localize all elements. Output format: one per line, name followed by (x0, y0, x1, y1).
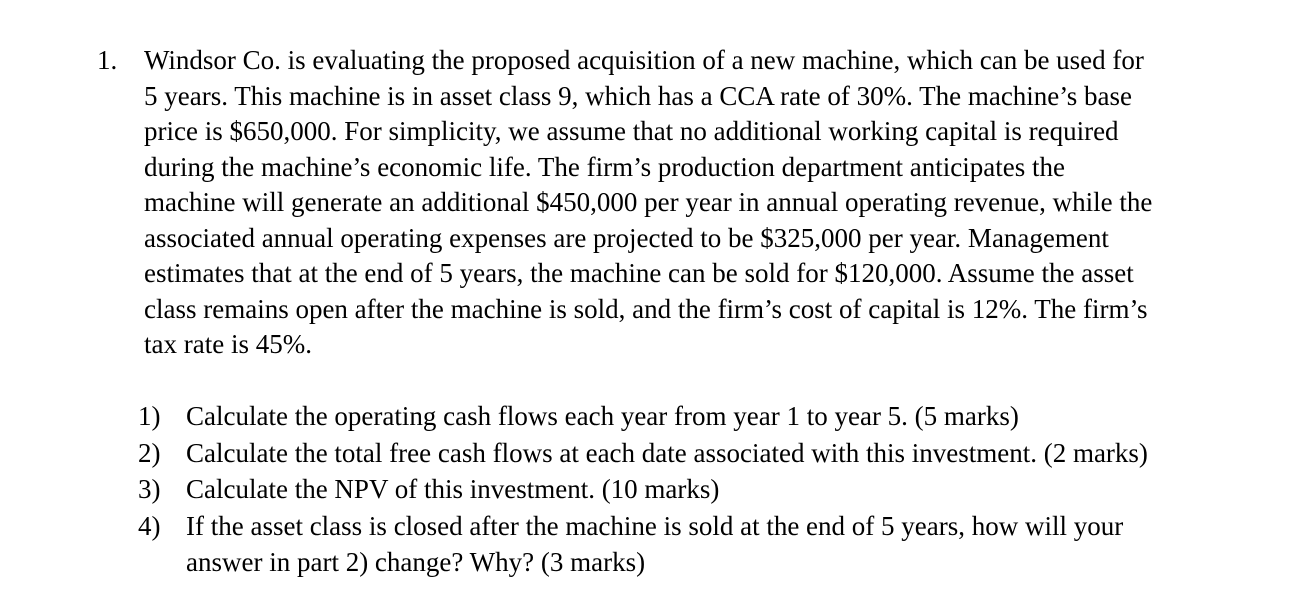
subquestion-1 (138, 398, 1248, 435)
subquestion-4 (138, 508, 1248, 581)
problem-line: associated annual operating expenses are projected to be $325,000 per year. Management (144, 222, 1109, 253)
subquestion-number: 2) (138, 437, 161, 468)
subquestion-number: 1) (138, 401, 161, 431)
subquestion-3 (138, 471, 1248, 508)
subquestion-2 (138, 435, 1248, 472)
subquestion-number: 3) (138, 474, 161, 504)
subquestion-line: Calculate the operating cash flows each year from year 1 to year 5. (5 marks) (186, 401, 1019, 431)
subquestion-line: answer in part 2) change? Why? (3 marks) (186, 547, 646, 577)
problem-line: machine will generate an additional $450,000 per year in annual operating revenue, while the (144, 187, 1153, 217)
subquestion-line: Calculate the total free cash flows at each date associated with this investment. (2 marks) (186, 437, 1148, 468)
problem-line: price is $650,000. For simplicity, we assume that no additional working capital is required (144, 116, 1119, 146)
problem-line: estimates that at the end of 5 years, the machine can be sold for $120,000. Assume the asset (144, 258, 1134, 288)
problem-statement (144, 43, 1269, 363)
subquestion-line: Calculate the NPV of this investment. (10 marks) (186, 474, 720, 504)
subquestion-line: If the asset class is closed after the machine is sold at the end of 5 years, how will your (186, 510, 1124, 541)
subquestion-text (186, 508, 1248, 581)
problem-line: tax rate is 45%. (144, 329, 312, 359)
subquestion-number: 4) (138, 510, 161, 541)
problem-line: Windsor Co. is evaluating the proposed acquisition of a new machine, which can be used for (144, 45, 1144, 75)
subquestion-text (186, 471, 1248, 508)
subquestion-text (186, 398, 1248, 435)
problem-line: 5 years. This machine is in asset class 9, which has a CCA rate of 30%. The machine’s base (144, 80, 1133, 111)
problem-line: during the machine’s economic life. The firm’s production department anticipates the (144, 151, 1065, 182)
subquestion-text (186, 435, 1248, 472)
subquestion-list (138, 398, 1248, 581)
problem-number: 1. (97, 45, 118, 75)
problem-line: class remains open after the machine is sold, and the firm’s cost of capital is 12%. The firm’s (144, 293, 1148, 324)
